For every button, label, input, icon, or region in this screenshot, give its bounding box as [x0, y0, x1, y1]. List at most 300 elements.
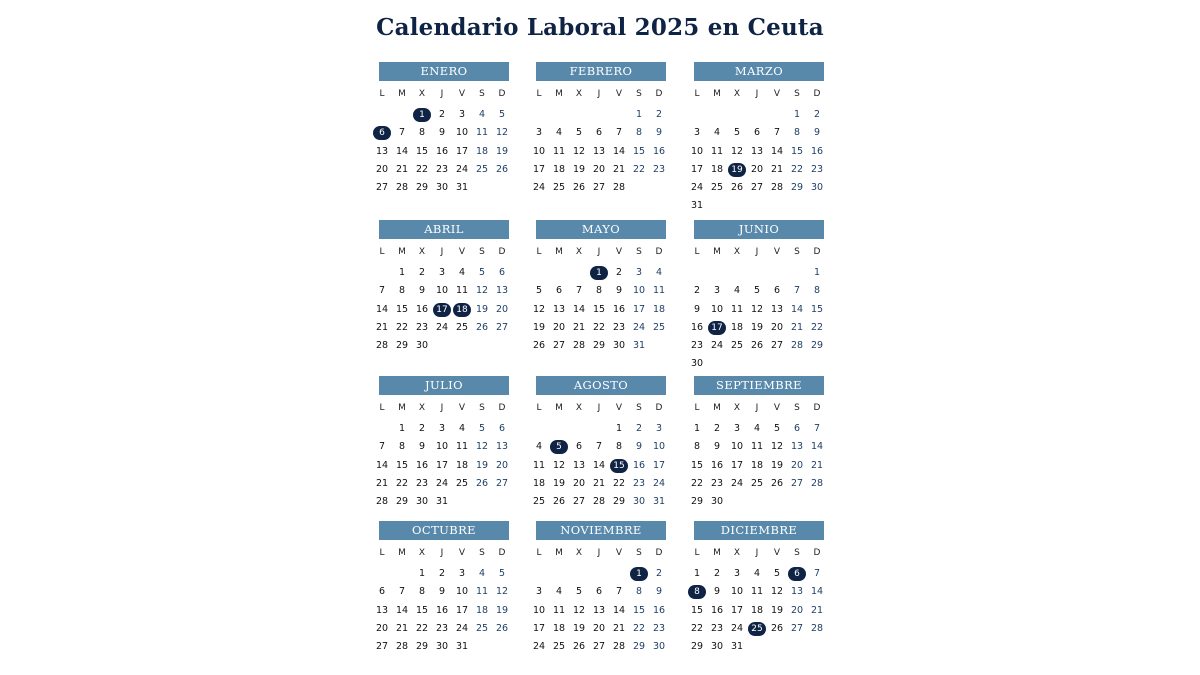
day-cell: 13 [552, 303, 566, 315]
day-cell: 14 [810, 441, 824, 453]
day-cell: 21 [572, 321, 586, 333]
day-cell: 17 [532, 163, 546, 175]
day-cell: 26 [572, 641, 586, 653]
day-cell: 26 [475, 477, 489, 489]
day-cell: 18 [710, 163, 724, 175]
day-cell: 21 [612, 622, 626, 634]
day-cell: 11 [552, 145, 566, 157]
day-cell: 30 [652, 641, 666, 653]
weekday-label: X [733, 403, 741, 413]
weekday-label: S [794, 548, 800, 558]
day-cell: 29 [395, 340, 409, 352]
day-cell: 23 [710, 477, 724, 489]
day-cell: 31 [455, 641, 469, 653]
day-cell: 16 [810, 145, 824, 157]
empty-day [727, 106, 747, 124]
day-cell: 15 [395, 459, 409, 471]
day-cell: 31 [435, 496, 449, 508]
day-cell: 13 [790, 586, 804, 598]
weekday-label: X [575, 548, 583, 558]
day-cell: 21 [810, 604, 824, 616]
weekday-label: L [379, 403, 385, 413]
empty-day [707, 106, 727, 124]
month-julio [375, 376, 519, 511]
day-cell: 25 [552, 641, 566, 653]
empty-day [372, 106, 392, 124]
day-cell: 29 [395, 496, 409, 508]
weekday-label: S [479, 403, 485, 413]
day-cell: 22 [810, 321, 824, 333]
empty-day [687, 264, 707, 282]
weekday-label: J [440, 548, 444, 558]
day-cell: 24 [690, 182, 704, 194]
weekday-label: L [694, 548, 700, 558]
weekday-label: D [655, 89, 663, 99]
holiday-day: 1 [629, 565, 649, 583]
day-cell: 22 [632, 163, 646, 175]
weekday-label: D [498, 548, 506, 558]
day-cell: 26 [572, 182, 586, 194]
day-cell: 14 [592, 459, 606, 471]
day-cell: 13 [375, 604, 389, 616]
day-cell: 12 [572, 604, 586, 616]
day-cell: 9 [813, 127, 821, 139]
weekday-label: X [733, 247, 741, 257]
day-cell: 23 [415, 321, 429, 333]
day-cell: 17 [435, 459, 449, 471]
day-cell: 2 [655, 109, 663, 120]
day-cell: 30 [632, 496, 646, 508]
day-cell: 22 [395, 477, 409, 489]
day-cell: 28 [810, 477, 824, 489]
weekday-label: M [398, 247, 406, 257]
day-cell: 28 [612, 182, 626, 194]
weekday-label: X [418, 548, 426, 558]
weekday-label: J [440, 247, 444, 257]
day-cell: 20 [592, 163, 606, 175]
empty-day [569, 264, 589, 282]
empty-day [747, 264, 767, 282]
holiday-day: 6 [372, 124, 392, 142]
day-cell: 10 [730, 441, 744, 453]
day-cell: 23 [690, 340, 704, 352]
holiday-day: 15 [609, 457, 629, 475]
day-cell: 8 [793, 127, 801, 139]
empty-day [529, 106, 549, 124]
day-cell: 11 [750, 586, 764, 598]
weekday-label: V [458, 89, 466, 99]
empty-day [569, 565, 589, 583]
day-cell: 15 [592, 303, 606, 315]
day-cell: 2 [615, 267, 623, 278]
day-cell: 2 [655, 568, 663, 579]
day-cell: 4 [555, 586, 563, 598]
day-cell: 5 [478, 423, 486, 434]
day-cell: 19 [770, 604, 784, 616]
weekday-label: V [458, 403, 466, 413]
weekday-label: V [458, 247, 466, 257]
day-cell: 29 [810, 340, 824, 352]
month-days-grid [529, 540, 676, 656]
day-cell: 5 [753, 285, 761, 297]
day-cell: 15 [415, 145, 429, 157]
day-cell: 18 [455, 459, 469, 471]
day-cell: 14 [770, 145, 784, 157]
day-cell: 4 [535, 441, 543, 453]
day-cell: 18 [652, 303, 666, 315]
day-cell: 16 [612, 303, 626, 315]
day-cell: 9 [635, 441, 643, 453]
day-cell: 16 [415, 303, 429, 315]
day-cell: 21 [395, 622, 409, 634]
weekday-label: S [794, 247, 800, 257]
day-cell: 30 [612, 340, 626, 352]
month-abril [375, 220, 519, 355]
day-cell: 8 [615, 441, 623, 453]
day-cell: 18 [552, 622, 566, 634]
month-header: FEBRERO [536, 62, 666, 81]
weekday-label: S [636, 247, 642, 257]
day-cell: 4 [733, 285, 741, 297]
day-cell: 27 [495, 321, 509, 333]
day-cell: 2 [693, 285, 701, 297]
weekday-label: S [636, 548, 642, 558]
day-cell: 29 [790, 182, 804, 194]
empty-day [569, 106, 589, 124]
weekday-label: L [694, 403, 700, 413]
day-cell: 10 [435, 441, 449, 453]
day-cell: 18 [750, 459, 764, 471]
day-cell: 14 [572, 303, 586, 315]
weekday-label: D [655, 247, 663, 257]
day-cell: 15 [810, 303, 824, 315]
weekday-label: X [575, 89, 583, 99]
day-cell: 9 [438, 127, 446, 139]
day-cell: 28 [572, 340, 586, 352]
day-cell: 27 [375, 182, 389, 194]
day-cell: 7 [793, 285, 801, 297]
day-cell: 15 [415, 604, 429, 616]
day-cell: 9 [438, 586, 446, 598]
day-cell: 17 [455, 604, 469, 616]
day-cell: 22 [612, 477, 626, 489]
day-cell: 24 [435, 477, 449, 489]
day-cell: 3 [458, 568, 466, 579]
weekday-label: X [418, 247, 426, 257]
day-cell: 8 [418, 127, 426, 139]
day-cell: 11 [652, 285, 666, 297]
day-cell: 3 [438, 423, 446, 434]
month-header: SEPTIEMBRE [694, 376, 824, 395]
day-cell: 29 [632, 641, 646, 653]
day-cell: 2 [438, 568, 446, 579]
day-cell: 31 [632, 340, 646, 352]
day-cell: 18 [750, 604, 764, 616]
day-cell: 17 [532, 622, 546, 634]
day-cell: 24 [532, 641, 546, 653]
day-cell: 9 [713, 586, 721, 598]
day-cell: 9 [693, 303, 701, 315]
day-cell: 29 [690, 641, 704, 653]
day-cell: 13 [572, 459, 586, 471]
day-cell: 22 [415, 622, 429, 634]
day-cell: 23 [435, 163, 449, 175]
day-cell: 24 [435, 321, 449, 333]
day-cell: 26 [750, 340, 764, 352]
day-cell: 19 [750, 321, 764, 333]
holiday-day: 19 [727, 161, 747, 179]
day-cell: 26 [495, 163, 509, 175]
day-cell: 6 [575, 441, 583, 453]
holiday-day: 25 [747, 620, 767, 638]
day-cell: 12 [475, 441, 489, 453]
day-cell: 19 [572, 163, 586, 175]
empty-day [609, 565, 629, 583]
day-cell: 30 [435, 182, 449, 194]
day-cell: 28 [612, 641, 626, 653]
day-cell: 27 [750, 182, 764, 194]
weekday-label: V [773, 89, 781, 99]
empty-day [372, 420, 392, 438]
day-cell: 2 [713, 423, 721, 434]
day-cell: 14 [612, 604, 626, 616]
month-mayo [532, 220, 676, 355]
day-cell: 8 [635, 586, 643, 598]
day-cell: 11 [750, 441, 764, 453]
day-cell: 7 [378, 441, 386, 453]
empty-day [589, 420, 609, 438]
day-cell: 20 [495, 459, 509, 471]
month-enero [375, 62, 519, 197]
day-cell: 12 [750, 303, 764, 315]
weekday-label: J [597, 548, 601, 558]
day-cell: 26 [532, 340, 546, 352]
day-cell: 20 [552, 321, 566, 333]
empty-day [372, 264, 392, 282]
weekday-label: M [713, 403, 721, 413]
day-cell: 6 [773, 285, 781, 297]
day-cell: 9 [615, 285, 623, 297]
day-cell: 26 [730, 182, 744, 194]
month-febrero [532, 62, 676, 197]
day-cell: 16 [435, 604, 449, 616]
empty-day [707, 264, 727, 282]
day-cell: 11 [532, 459, 546, 471]
day-cell: 22 [592, 321, 606, 333]
day-cell: 3 [655, 423, 663, 434]
day-cell: 7 [813, 568, 821, 579]
day-cell: 12 [552, 459, 566, 471]
month-header: OCTUBRE [379, 521, 509, 540]
empty-day [767, 106, 787, 124]
month-header: JUNIO [694, 220, 824, 239]
day-cell: 22 [415, 163, 429, 175]
day-cell: 25 [750, 477, 764, 489]
day-cell: 27 [592, 182, 606, 194]
day-cell: 28 [592, 496, 606, 508]
month-header: DICIEMBRE [694, 521, 824, 540]
holiday-day: 17 [432, 301, 452, 319]
day-cell: 7 [398, 586, 406, 598]
day-cell: 27 [592, 641, 606, 653]
day-cell: 29 [415, 641, 429, 653]
weekday-label: S [479, 89, 485, 99]
day-cell: 18 [475, 604, 489, 616]
empty-day [549, 106, 569, 124]
weekday-label: L [694, 89, 700, 99]
day-cell: 28 [790, 340, 804, 352]
day-cell: 1 [418, 568, 426, 579]
day-cell: 6 [498, 423, 506, 434]
month-header: NOVIEMBRE [536, 521, 666, 540]
month-header: ENERO [379, 62, 509, 81]
day-cell: 5 [498, 109, 506, 120]
day-cell: 21 [592, 477, 606, 489]
weekday-label: J [597, 403, 601, 413]
day-cell: 7 [378, 285, 386, 297]
day-cell: 26 [770, 477, 784, 489]
day-cell: 10 [710, 303, 724, 315]
day-cell: 24 [632, 321, 646, 333]
day-cell: 31 [455, 182, 469, 194]
day-cell: 3 [713, 285, 721, 297]
day-cell: 14 [375, 303, 389, 315]
day-cell: 8 [418, 586, 426, 598]
day-cell: 6 [498, 267, 506, 278]
day-cell: 9 [418, 285, 426, 297]
day-cell: 10 [532, 604, 546, 616]
day-cell: 4 [458, 423, 466, 434]
weekday-label: D [813, 89, 821, 99]
day-cell: 3 [535, 127, 543, 139]
day-cell: 7 [773, 127, 781, 139]
day-cell: 23 [810, 163, 824, 175]
weekday-label: X [733, 89, 741, 99]
day-cell: 22 [395, 321, 409, 333]
day-cell: 27 [770, 340, 784, 352]
day-cell: 27 [790, 622, 804, 634]
day-cell: 13 [790, 441, 804, 453]
day-cell: 6 [753, 127, 761, 139]
month-days-grid [372, 81, 519, 197]
day-cell: 30 [810, 182, 824, 194]
day-cell: 1 [635, 109, 643, 120]
day-cell: 4 [555, 127, 563, 139]
month-days-grid [372, 239, 519, 355]
day-cell: 21 [770, 163, 784, 175]
day-cell: 20 [790, 459, 804, 471]
day-cell: 11 [710, 145, 724, 157]
weekday-label: S [479, 548, 485, 558]
weekday-label: M [713, 548, 721, 558]
day-cell: 25 [455, 321, 469, 333]
day-cell: 27 [375, 641, 389, 653]
day-cell: 5 [733, 127, 741, 139]
day-cell: 4 [478, 568, 486, 579]
empty-day [549, 264, 569, 282]
day-cell: 16 [632, 459, 646, 471]
month-days-grid [372, 395, 519, 511]
day-cell: 4 [713, 127, 721, 139]
weekday-label: L [379, 247, 385, 257]
day-cell: 25 [652, 321, 666, 333]
day-cell: 16 [652, 145, 666, 157]
weekday-label: D [498, 89, 506, 99]
weekday-label: L [536, 89, 542, 99]
day-cell: 30 [435, 641, 449, 653]
day-cell: 4 [478, 109, 486, 120]
day-cell: 24 [652, 477, 666, 489]
day-cell: 1 [398, 423, 406, 434]
month-header: AGOSTO [536, 376, 666, 395]
day-cell: 22 [790, 163, 804, 175]
day-cell: 17 [632, 303, 646, 315]
day-cell: 6 [378, 586, 386, 598]
day-cell: 7 [813, 423, 821, 434]
weekday-label: M [555, 89, 563, 99]
day-cell: 3 [535, 586, 543, 598]
weekday-label: V [773, 247, 781, 257]
day-cell: 29 [415, 182, 429, 194]
day-cell: 18 [532, 477, 546, 489]
day-cell: 26 [495, 622, 509, 634]
day-cell: 4 [458, 267, 466, 278]
weekday-label: L [379, 548, 385, 558]
day-cell: 10 [455, 127, 469, 139]
empty-day [372, 565, 392, 583]
empty-day [529, 264, 549, 282]
day-cell: 19 [495, 604, 509, 616]
month-days-grid [529, 395, 676, 511]
day-cell: 1 [693, 568, 701, 579]
day-cell: 14 [612, 145, 626, 157]
holiday-day: 17 [707, 319, 727, 337]
empty-day [549, 565, 569, 583]
empty-day [609, 106, 629, 124]
weekday-label: V [615, 247, 623, 257]
day-cell: 16 [690, 321, 704, 333]
weekday-label: M [713, 89, 721, 99]
day-cell: 19 [475, 459, 489, 471]
day-cell: 12 [532, 303, 546, 315]
day-cell: 8 [398, 441, 406, 453]
weekday-label: J [597, 247, 601, 257]
day-cell: 22 [690, 622, 704, 634]
day-cell: 10 [455, 586, 469, 598]
day-cell: 1 [793, 109, 801, 120]
day-cell: 24 [532, 182, 546, 194]
weekday-label: S [479, 247, 485, 257]
day-cell: 12 [572, 145, 586, 157]
day-cell: 14 [375, 459, 389, 471]
day-cell: 11 [730, 303, 744, 315]
day-cell: 2 [438, 109, 446, 120]
day-cell: 25 [475, 163, 489, 175]
day-cell: 20 [375, 163, 389, 175]
day-cell: 24 [455, 163, 469, 175]
weekday-label: V [615, 403, 623, 413]
day-cell: 6 [595, 127, 603, 139]
day-cell: 28 [395, 182, 409, 194]
holiday-day: 5 [549, 438, 569, 456]
weekday-label: M [713, 247, 721, 257]
empty-day [589, 565, 609, 583]
day-cell: 30 [710, 641, 724, 653]
day-cell: 25 [455, 477, 469, 489]
day-cell: 14 [790, 303, 804, 315]
day-cell: 9 [713, 441, 721, 453]
day-cell: 13 [495, 285, 509, 297]
